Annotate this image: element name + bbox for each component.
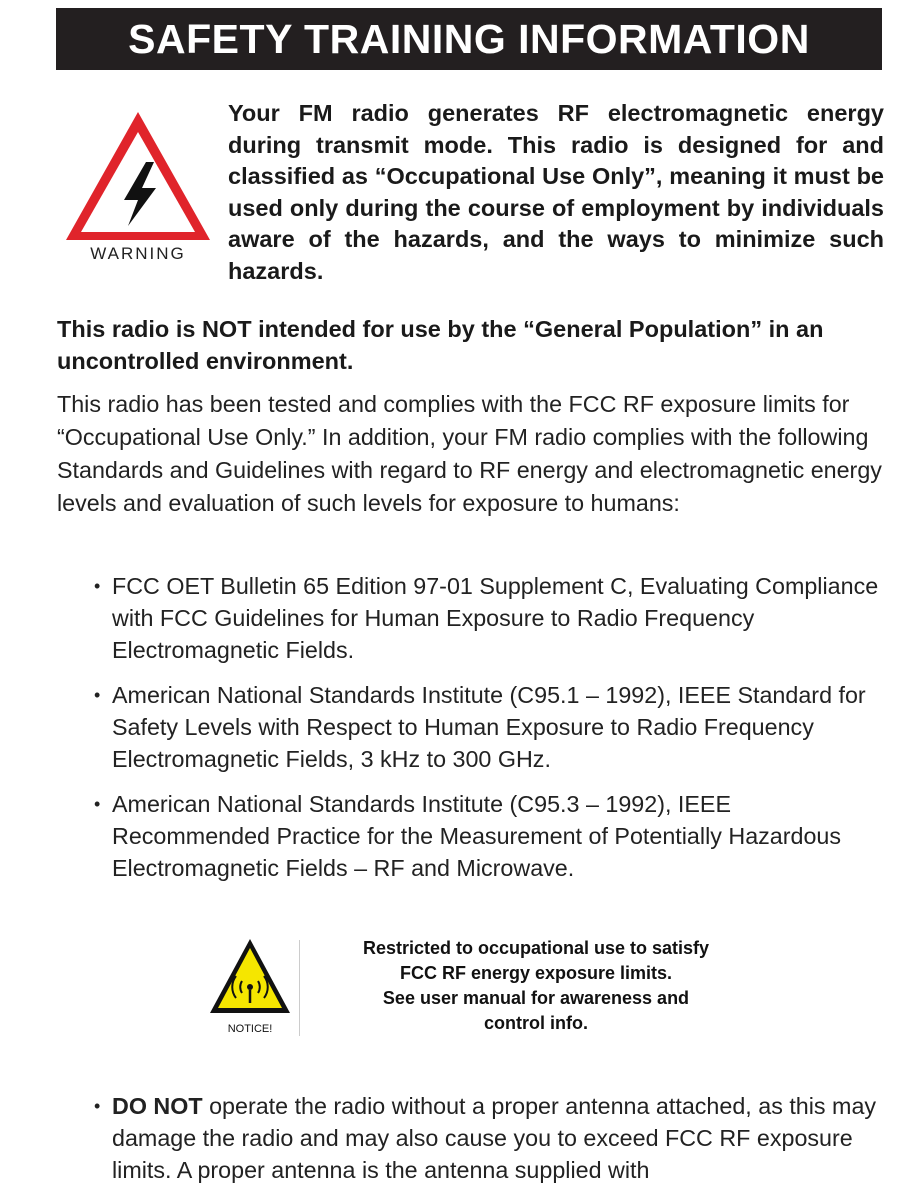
notice-line: FCC RF energy exposure limits.	[399, 963, 673, 983]
notice-line: control info.	[484, 1013, 588, 1033]
antenna-warning-text: operate the radio without a proper antenna attached, as this may damage the radio and may also cause you to exceed FCC RF exposure limits. A proper antenna is the antenna supplied with	[112, 1093, 877, 1183]
warning-label: WARNING	[90, 244, 186, 263]
do-not-emphasis: DO NOT	[112, 1093, 203, 1119]
list-item: • American National Standards Institute (C95.1 – 1992), IEEE Standard for Safety Levels with Respect to Human Exposure to Radio Frequency Electromagnetic Fields, 3 kHz to 300 GHz.	[90, 679, 885, 775]
notice-icon-label: NOTICE!	[227, 1023, 273, 1035]
intro-continuation: This radio is NOT intended for use by the “General Population” in an uncontrolled environment.	[57, 316, 824, 374]
list-item	[90, 1090, 885, 1186]
list-item: • American National Standards Institute (C95.3 – 1992), IEEE Recommended Practice for the Measurement of Potentially Hazardous Electromagnetic Fields – RF and Microwave.	[90, 788, 885, 884]
page-title: SAFETY TRAINING INFORMATION	[56, 8, 882, 70]
compliance-paragraph: This radio has been tested and complies with the FCC RF exposure limits for “Occupational Use Only.” In addition, your FM radio complies with the following Standards and Guidelines with regard to RF energy and electromagnetic energy levels and evaluation of such levels for exposure to humans:	[57, 391, 882, 516]
notice-line: Restricted to occupational use to satisfy	[362, 938, 710, 958]
intro-text: Your FM radio generates RF electromagnetic energy during transmit mode. This radio is designed for and classified as “Occupational Use Only”, meaning it must be used only during the course of employment by individuals aware of the hazards, and the ways to minimize such hazards.	[228, 100, 884, 284]
notice-divider	[299, 940, 300, 1036]
notice-text	[318, 936, 754, 1036]
rf-radiation-notice-icon	[208, 935, 292, 1041]
standards-list	[90, 570, 885, 897]
antenna-warning-list	[90, 1090, 885, 1186]
list-item: • FCC OET Bulletin 65 Edition 97-01 Supplement C, Evaluating Compliance with FCC Guidelines for Human Exposure to Radio Frequency Electromagnetic Fields.	[90, 570, 885, 666]
notice-line: See user manual for awareness and	[382, 988, 690, 1008]
